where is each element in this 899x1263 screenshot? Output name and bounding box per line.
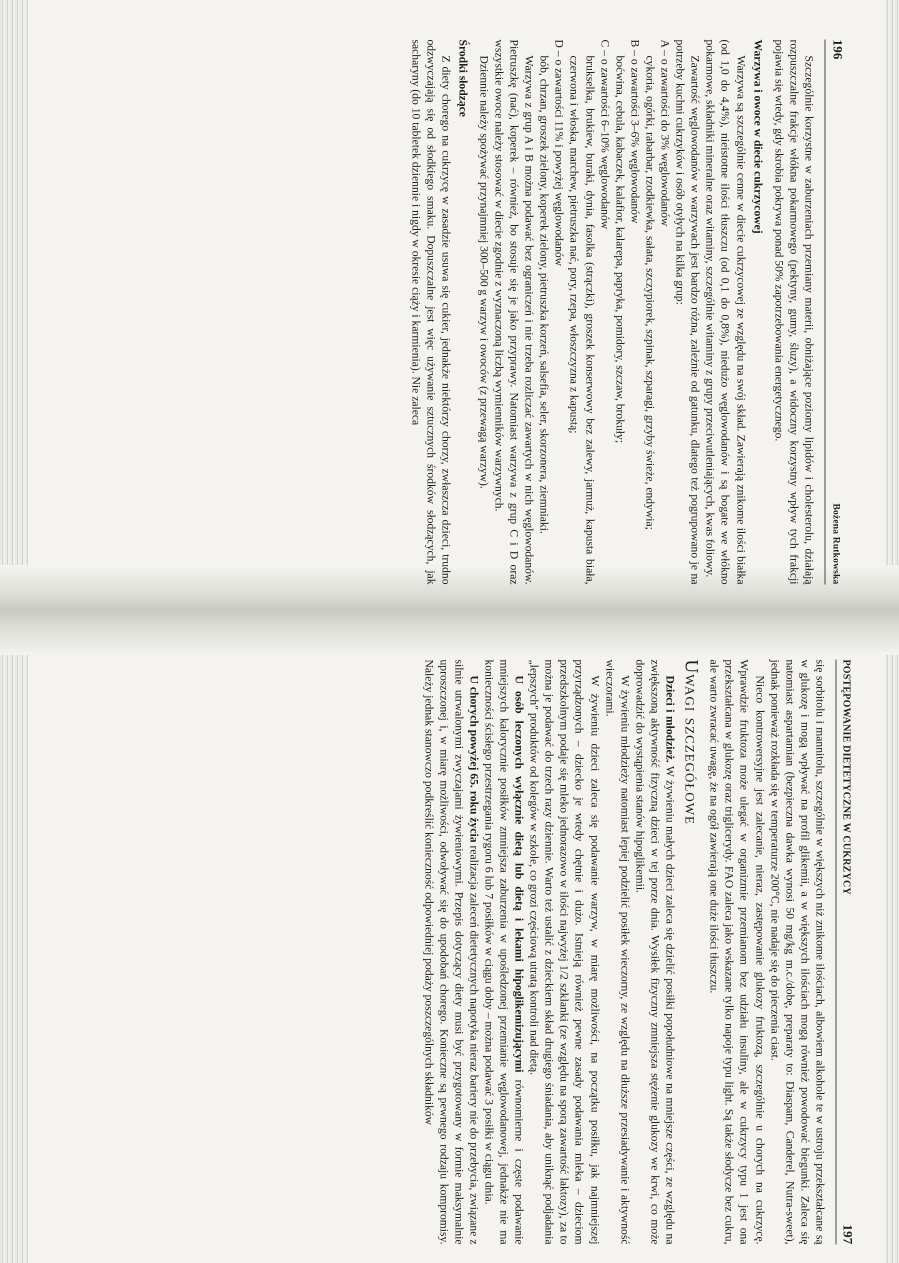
- page-number: 196: [830, 39, 845, 60]
- page-196: [55, 40, 845, 585]
- paragraph-sweeteners: Z diety chorego na cukrzycę w zasadzie usuwa się cukier, jednakże niektórzy chorzy, zwłaszcza dzieci, trudno odzwyczajają się od słodkiego smaku. Dopuszczalne jest więc używanie sztucznych środków słodzących, jak sacharyny (do 10 tabletek dziennie i nigdy w okresie ciąży i karmienia). Nie zaleca: [408, 39, 452, 585]
- group-c-heading: C – o zawartości 6–10% węglowodanów: [597, 39, 611, 230]
- paragraph-vegetables-4: Dziennie należy spożywać przynajmniej 300–500 g warzyw i owoców (z przewagą warzyw).: [476, 55, 490, 489]
- lead-elderly: U chorych powyżej 65. roku życia: [466, 675, 480, 843]
- page-197: [55, 660, 855, 1245]
- lead-diet-treated: U osób leczonych wyłącznie dietą lub dietą i lekami hipoglikemizującymi: [512, 675, 526, 1073]
- paragraph-intro: Szczególnie korzystne w zaburzeniach przemiany materii, obniżające poziomy lipidów i cholesterolu, działają rozpuszczalne frakcje włókna pokarmowego (pektyny, gumy, śluzy), a widoczny korzystny wpływ tych frakcji pojawia się wtedy, gdy skrobia pokrywa ponad 50% zapotrzebowania energetycznego.: [771, 39, 815, 585]
- paragraph-continued: się sorbitolu i mannitolu, szczególnie w większych niż znikome ilościach, albowiem alkohole te w ustroju przekształcane są w glukozę i mogą wpływać na profil glikemii, a w większych ilościach mogą również powodować biegunki. Zaleca się natomiast aspartamian (bezpieczna dawka wynosi 50 mg/kg m.c./dobę, preparaty to: Diaspam, Canderel, Nutra-sweet), jednak ponieważ rozkłada się w temperaturze 200°C, nie nadaje się do pieczenia ciast.: [767, 659, 826, 1245]
- paragraph-vegetables-1: Warzywa są szczególnie cenne w diecie cukrzycowej ze względu na swój skład. Zawierają znikome ilości białka (od 1,0 do 4,4%), nieistotne ilości tłuszczu (od 0,1 do 0,8%), niedużo węglowodanów i są bogate we włókno pokarmowe, składniki mineralne oraz witaminy, szczególnie witaminy z grupy przeciwutleniających, kwas foliowy.: [703, 39, 747, 585]
- paragraph-fructose: Nieco kontrowersyjne jest zalecanie, nieraz, zastępowanie glukozy fruktozą, szczególnie u chorych na cukrzycę. Wprawdzie fruktoza może ulegać w organizmie przemianom bez udziału insuliny, ale w cukrzycy typu 1 jest ona przekształcana w glukozę oraz triglicerydy. FAO zaleca jako wskazane tylko napoje typu light. Są także słodycze bez cukru, ale warto zwracać uwagę, że na ogół zawierają one duże ilości tłuszczu.: [707, 659, 766, 1245]
- running-head-196: [824, 40, 845, 585]
- running-head-197: [835, 660, 855, 1245]
- text-children-1: W żywieniu małych dzieci zaleca się dzielić posiłki popołudniowe na mniejsze części, ze względu na zwiększoną aktywność fizyczną dzieci w tej porze dnia. Wysiłek fizyczny zmniejsza stężenie glukozy we krwi, co może doprowadzić do wystąpienia stanów hipoglikemii.: [632, 659, 677, 1245]
- paragraph-vegetables-3: Warzywa z grup A i B można podawać bez ograniczeń i nie trzeba rozliczać zawartych w nich węglowodanów. Pietruszkę (nać), koperek – również, bo stosuje się je jako przyprawy. Natomiast warzywa z grup C i D oraz wszystkie owoce należy stosować w diecie zgodnie z wyznaczoną liczbą wymienników warzywnych.: [492, 39, 536, 585]
- group-c-list: brukselka, brukiew, buraki, dynia, fasolka (strączki), groszek konserwowy bez zalewy, jarmuż, kapusta biała, czerwona i włoska, marchew, pietruszka nać, pory, rzepa, włoszczyzna z kapustą;: [567, 55, 596, 585]
- paragraph-vegetables-2: Zawartość węglowodanów w warzywach jest bardzo różna, zależnie od gatunku, dlatego też pogrupowano je na potrzeby kuchni cukrzyków i osób otyłych na kilka grup:: [673, 39, 702, 585]
- author-name: Bożena Rutkowska: [830, 503, 840, 585]
- group-a-heading: A – o zawartości do 3% węglowodanów: [658, 39, 672, 227]
- section-heading-vegetables: Warzywa i owoce w diecie cukrzycowej: [750, 39, 764, 234]
- section-heading-detailed-notes: Uwagi szczegółowe: [680, 659, 702, 825]
- group-b-list: boćwina, cebula, kabaczek, kalafior, kalarepa, papryka, pomidory, szczaw, brokuły;: [612, 55, 626, 444]
- section-heading-sweeteners: Środki słodzące: [455, 39, 469, 117]
- lead-children: Dzieci i młodzież.: [663, 675, 677, 763]
- group-d-list: bób, chrzan, groszek zielony, koperek zielony, pietruszka korzeń, salsefia, seler, skorzonera, ziemniaki.: [537, 55, 551, 534]
- text-diet-treated: równomierne i częste podawanie mniejszych kalorycznie posiłków zmniejsza zaburzenia w upośledzonej przemianie węglowodanowej, jednakże nie ma konieczności ścisłego przestrzegania rygoru 6 lub 7 posiłków w ciągu doby – można podawać 3 posiłki w ciągu dnia.: [481, 659, 526, 1245]
- group-d-heading: D – o zawartości 11% i powyżej węglowodanów: [552, 39, 566, 267]
- chapter-title: POSTĘPOWANIE DIETETYCZNE W CUKRZYCY: [840, 659, 851, 895]
- paragraph-children-3: W żywieniu dzieci zaleca się podawanie warzyw, w miarę możliwości, na początku posiłku, jak najmniejszej przyrządzonych – dziecko je wtedy chętnie i dużo. Istnieją również pewne zasady podawania mleka – dzieciom przedszkolnym podaje się mleko jednorazowo w ilości najwyżej 1/2 szklanki (ze względu na sporą zawartość laktozy), za to można je podawać do trzech razy dziennie. Warto też ustalić z dzieckiem skład drugiego śniadania, aby uniknąć podjadania „lepszych" produktów od kolegów w szkole, co grozi częściową utratą kontroli nad dietą.: [527, 659, 601, 1245]
- page-number: 197: [840, 1224, 855, 1245]
- paragraph-elderly: [420, 660, 480, 1245]
- paragraph-diet-treated: [481, 660, 526, 1245]
- group-a-list: cykoria, ogórki, rabarbar, rzodkiewka, sałata, szczypiorek, szpinak, szparagi, grzyby świeże, endywia;: [642, 55, 656, 530]
- group-b-heading: B – o zawartości 3–6% węglowodanów: [627, 39, 641, 224]
- paragraph-children-1: [632, 660, 677, 1245]
- text-elderly: realizacja zaleceń dietetycznych napotyka nieraz bariery nie do przebycia, związane z silnie utrwalonymi zwyczajami żywieniowymi. Przepis dotyczący diety musi być przygotowany w formie maksymalnie uproszczonej i, w miarę możliwości, odwoływać się do upodobań chorego. Konieczne są pewnego rodzaju kompromisy. Należy jednak stanowczo podkreślić konieczność odpowiedniej podaży poszczególnych składników: [421, 659, 480, 1245]
- paragraph-children-2: W żywieniu młodzieży natomiast lepiej podzielić posiłek wieczorny, ze względu na dłuższe przesiadywanie i aktywność wieczorami.: [602, 659, 631, 1245]
